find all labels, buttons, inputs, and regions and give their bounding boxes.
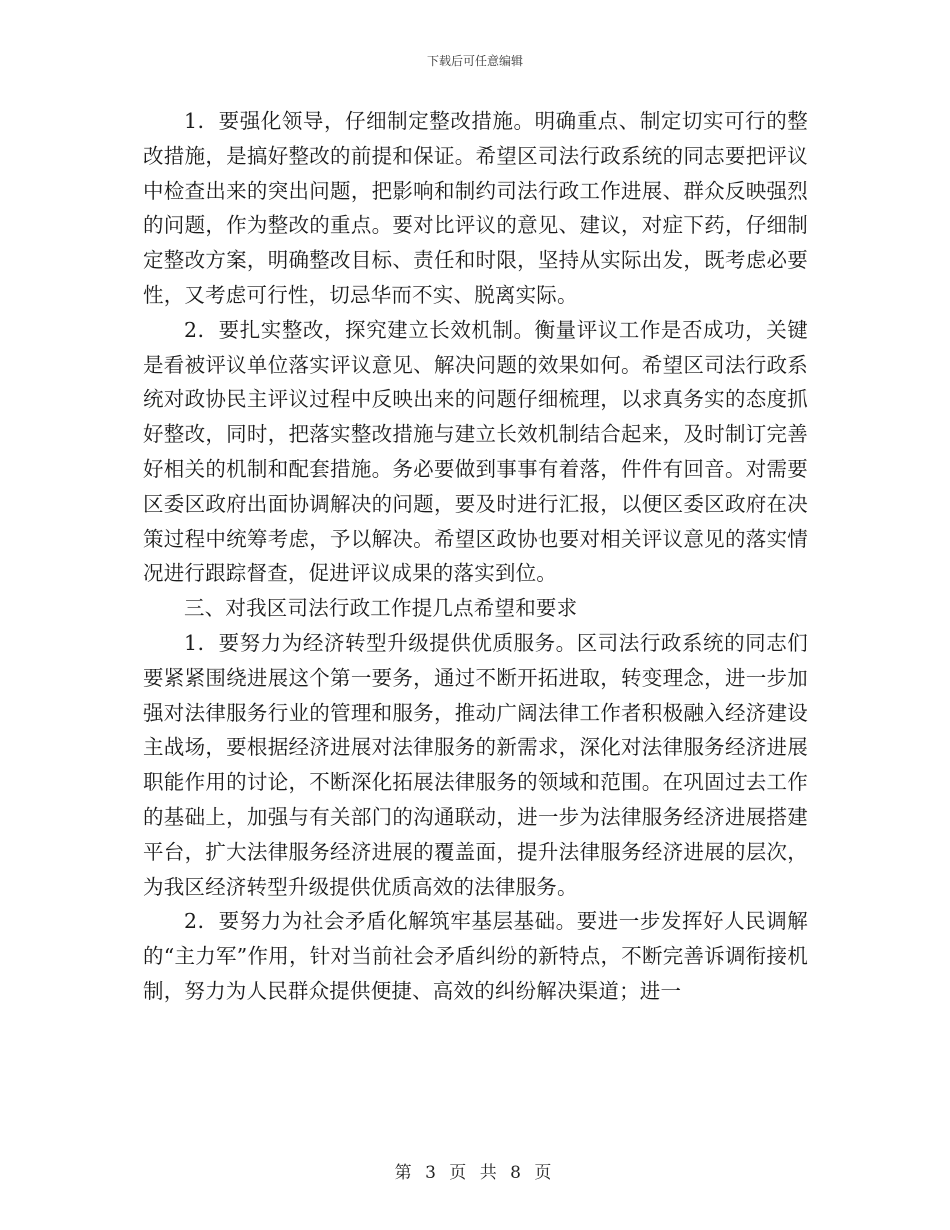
page-footer: 第 3 页 共 8 页 xyxy=(394,1163,556,1183)
paragraph-1: 1．要强化领导，仔细制定整改措施。明确重点、制定切实可行的整改措施，是搞好整改的前提和保证。希望区司法行政系统的同志要把评议中检查出来的突出问题，把影响和制约司法行政工作进展、群众反映强烈的问题，作为整改的重点。要对比评议的意见、建议，对症下药，仔细制定整改方案，明确整改目标、责任和时限，坚持从实际出发，既考虑必要性，又考虑可行性，切忌华而不实、脱离实际。 xyxy=(143,109,808,307)
document-body xyxy=(143,104,808,1009)
page-header: 下载后可任意编辑 xyxy=(426,54,523,68)
paragraph-3: 1．要努力为经济转型升级提供优质服务。区司法行政系统的同志们要紧紧围绕进展这个第一要务，通过不断开拓进取，转变理念，进一步加强对法律服务行业的管理和服务，推动广阔法律工作者积极融入经济建设主战场，要根据经济进展对法律服务的新需求，深化对法律服务经济进展职能作用的讨论，不断深化拓展法律服务的领域和范围。在巩固过去工作的基础上，加强与有关部门的沟通联动，进一步为法律服务经济进展搭建平台，扩大法律服务经济进展的覆盖面，提升法律服务经济进展的层次，为我区经济转型升级提供优质高效的法律服务。 xyxy=(143,630,808,899)
paragraph-2: 2．要扎实整改，探究建立长效机制。衡量评议工作是否成功，关键是看被评议单位落实评议意见、解决问题的效果如何。希望区司法行政系统对政协民主评议过程中反映出来的问题仔细梳理，以求真务实的态度抓好整改，同时，把落实整改措施与建立长效机制结合起来，及时制订完善好相关的机制和配套措施。务必要做到事事有着落，件件有回音。对需要区委区政府出面协调解决的问题，要及时进行汇报，以便区委区政府在决策过程中统筹考虑，予以解决。希望区政协也要对相关评议意见的落实情况进行跟踪督查，促进评议成果的落实到位。 xyxy=(143,317,808,586)
paragraph-4: 2．要努力为社会矛盾化解筑牢基层基础。要进一步发挥好人民调解的“主力军”作用，针对当前社会矛盾纠纷的新特点，不断完善诉调衔接机制，努力为人民群众提供便捷、高效的纠纷解决渠道；进一 xyxy=(143,909,808,1003)
section-heading: 三、对我区司法行政工作提几点希望和要求 xyxy=(184,596,578,621)
